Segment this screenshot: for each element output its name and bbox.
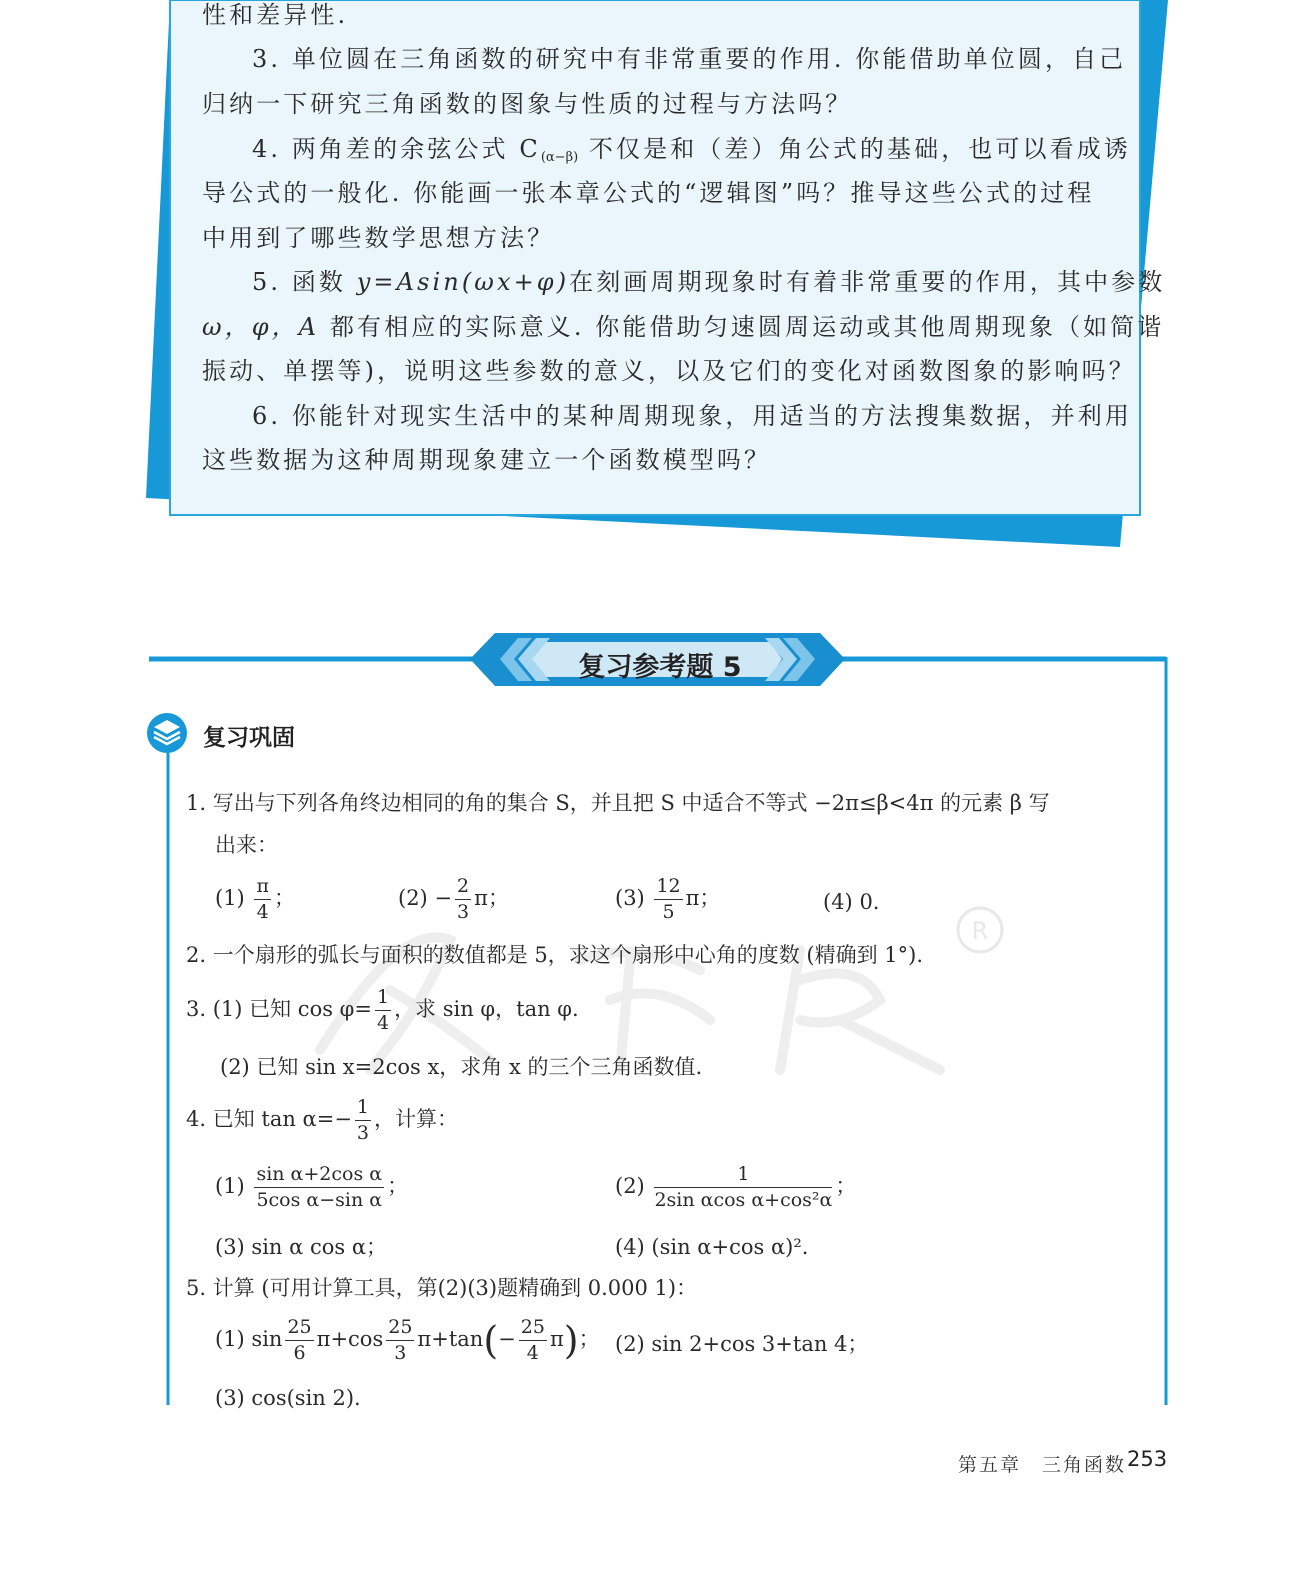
reflection-item-5: 5. 函数 y=Asin(ωx+φ)在刻画周期现象时有着非常重要的作用，其中参数: [252, 268, 1166, 296]
question-1-cont: 出来：: [215, 833, 278, 857]
q1-item-1: (1) $\frac{\pi}{4}$ ；: [215, 875, 295, 923]
question-1: 1. 写出与下列各角终边相同的角的集合 S，并且把 S 中适合不等式 −2π≤β<4π 的元素 β 写: [186, 791, 1050, 815]
q5-item-3: (3) cos(sin 2).: [215, 1386, 361, 1410]
reflection-line: 导公式的一般化. 你能画一张本章公式的“逻辑图”吗？推导这些公式的过程: [202, 179, 1095, 207]
page-number: 253: [1127, 1447, 1168, 1471]
q5-item-2: (2) sin 2+cos 3+tan 4；: [615, 1332, 869, 1356]
question-3-part-1: 3. (1) 已知 cos φ= $\frac{1}{4}$ ，求 sin φ，tan φ.: [186, 986, 579, 1034]
q4-item-1: (1) $\frac{\text{sin α+2cos α}}{\text{5cos α−sin α}}$ ；: [215, 1163, 409, 1211]
q1-item-4: (4) 0.: [823, 890, 880, 914]
question-4: 4. 已知 tan α=− $\frac{1}{3}$ ，计算：: [186, 1096, 459, 1144]
chapter-footer: 第五章 三角函数: [958, 1454, 1127, 1476]
reflection-line: 归纳一下研究三角函数的图象与性质的过程与方法吗？: [202, 90, 853, 118]
reflection-line: 振动、单摆等)，说明这些参数的意义，以及它们的变化对函数图象的影响吗？: [202, 357, 1136, 385]
svg-text:R: R: [971, 917, 989, 945]
q4-item-4: (4) (sin α+cos α)².: [615, 1235, 809, 1259]
q1-item-2: (2) − $\frac{2}{3}$ π；: [398, 875, 509, 923]
question-3-part-2: (2) 已知 sin x=2cos x，求角 x 的三个三角函数值.: [220, 1055, 703, 1079]
reflection-line: 中用到了哪些数学思想方法？: [202, 224, 555, 252]
reflection-item-5-params: ω，φ，A 都有相应的实际意义. 你能借助匀速圆周运动或其他周期现象（如简谐: [202, 313, 1165, 341]
reflection-line: 3. 单位圆在三角函数的研究中有非常重要的作用. 你能借助单位圆，自己: [252, 45, 1127, 73]
reflection-line: 6. 你能针对现实生活中的某种周期现象，用适当的方法搜集数据，并利用: [252, 402, 1132, 430]
question-2: 2. 一个扇形的弧长与面积的数值都是 5，求这个扇形中心角的度数 (精确到 1°).: [186, 943, 924, 967]
reflection-item-4: 4. 两角差的余弦公式 $C_{(\alpha-\beta)}$ 不仅是和（差）角公式的基础，也可以看成诱: [252, 135, 1131, 165]
q4-item-2: (2) $\frac{1}{\text{2sin αcos α+cos²α}}$ ；: [615, 1163, 857, 1211]
reflection-line: 这些数据为这种周期现象建立一个函数模型吗？: [202, 446, 772, 474]
q4-item-3: (3) sin α cos α；: [215, 1235, 388, 1259]
section-title: 复习巩固: [203, 725, 295, 751]
review-heading: 复习参考题 5: [578, 652, 742, 683]
q5-item-1: (1) sin $\frac{25}{6}$ π+cos $\frac{25}{3}$ π+tan(− $\frac{25}{4}$ π)；: [215, 1316, 600, 1364]
stack-layers-icon: [146, 712, 188, 754]
reflection-line: 性和差异性.: [202, 1, 349, 29]
question-5: 5. 计算 (可用计算工具，第(2)(3)题精确到 0.000 1)：: [186, 1276, 698, 1300]
q1-item-3: (3) $\frac{12}{5}$ π；: [615, 875, 721, 923]
